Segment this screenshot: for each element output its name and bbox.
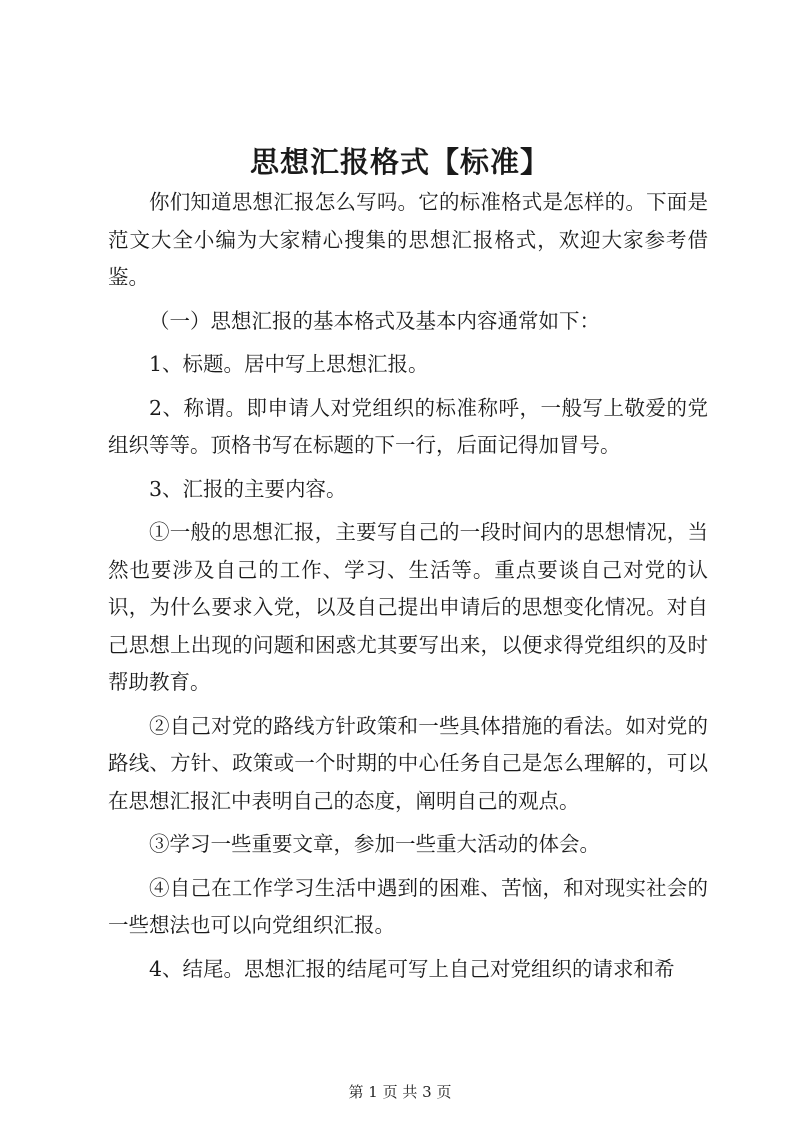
paragraph-intro: 你们知道思想汇报怎么写吗。它的标准格式是怎样的。下面是范文大全小编为大家精心搜集的思想汇报格式，欢迎大家参考借鉴。	[108, 190, 708, 289]
page-footer: 第 1 页 共 3 页	[348, 1083, 452, 1101]
paragraph-sub-2: ②自己对党的路线方针政策和一些具体措施的看法。如对党的路线、方针、政策或一个时期的中心任务自己是怎么理解的，可以在思想汇报汇中表明自己的态度，阐明自己的观点。	[108, 713, 708, 813]
paragraph-item-1: 1、标题。居中写上思想汇报。	[149, 352, 429, 376]
paragraph-sub-3: ③学习一些重要文章，参加一些重大活动的体会。	[149, 832, 600, 856]
paragraph-item-2: 2、称谓。即申请人对党组织的标准称呼，一般写上敬爱的党组织等等。顶格书写在标题的下一行，后面记得加冒号。	[108, 395, 708, 457]
paragraph-sub-1: ①一般的思想汇报，主要写自己的一段时间内的思想情况，当然也要涉及自己的工作、学习、生活等。重点要谈自己对党的认识，为什么要求入党，以及自己提出申请后的思想变化情况。对自己思想上出现的问题和困惑尤其要写出来，以便求得党组织的及时帮助教育。	[108, 520, 708, 694]
paragraph-sub-4: ④自己在工作学习生活中遇到的困难、苦恼，和对现实社会的一些想法也可以向党组织汇报。	[108, 875, 708, 937]
document-body	[108, 184, 708, 994]
paragraph-item-4: 4、结尾。思想汇报的结尾可写上自己对党组织的请求和希	[149, 956, 675, 981]
document-title: 思想汇报格式【标准】	[249, 145, 550, 179]
paragraph-section-heading: （一）思想汇报的基本格式及基本内容通常如下：	[149, 308, 600, 333]
paragraph-item-3: 3、汇报的主要内容。	[149, 476, 347, 501]
